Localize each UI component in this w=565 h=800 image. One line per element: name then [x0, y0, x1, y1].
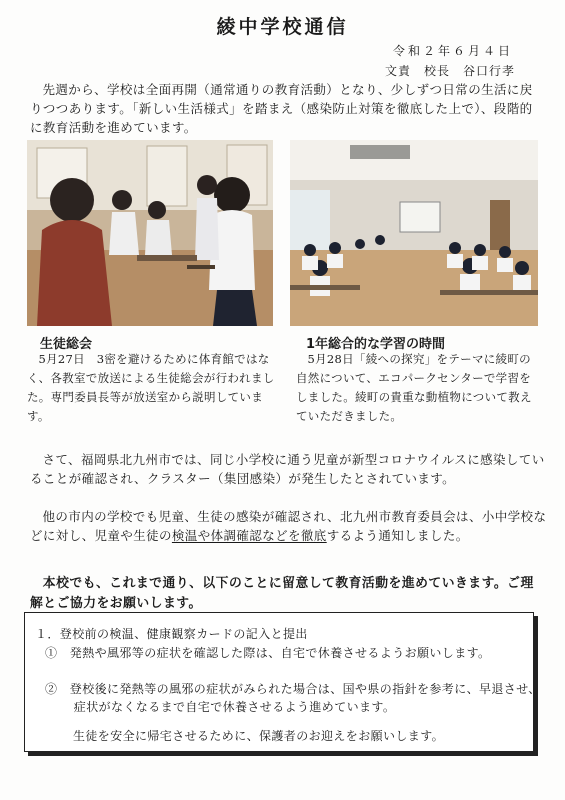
- photo2-caption-title: 1年総合的な学習の時間: [306, 337, 446, 352]
- para2-underlined: 検温や体調確認などを徹底: [171, 528, 327, 543]
- bold-notice: 本校でも、これまで通り、以下のことに留意して教育活動を進めていきます。ご理解とご協力をお願いします。: [30, 576, 534, 611]
- body-paragraph-2: [30, 507, 548, 545]
- notice-sub-1: ① 発熱や風邪等の症状を確認した際は、自宅で休養させるようお願いします。: [45, 646, 491, 660]
- photo2-caption-body: 5月28日「綾への探究」をテーマに綾町の自然について、エコパークセンターで学習をしました。綾町の貴重な動植物について教えていただきました。: [296, 352, 532, 423]
- notice-item-1: １．登校前の検温、健康観察カードの記入と提出: [35, 627, 308, 641]
- body-paragraph-1: さて、福岡県北九州市では、同じ小学校に通う児童が新型コロナウイルスに感染していることが確認され、クラスター（集団感染）が発生したとされています。: [30, 452, 545, 486]
- para2-start: 他の市内の学校でも児童、生徒の感染が確認され、北九州市教育委員会は、小中学校などに対し、児童や生徒の: [30, 509, 547, 543]
- photo1-caption-body: 5月27日 3密を避けるために体育館ではなく、各教室で放送による生徒総会が行われました。専門委員長等が放送室から説明しています。: [27, 352, 275, 423]
- author-line: 文責 校長 谷口行孝: [384, 64, 515, 78]
- page-title: 綾中学校通信: [216, 16, 349, 38]
- notice-sub-2: ② 登校後に発熱等の風邪の症状がみられた場合は、国や県の指針を参考に、早退させ、症状がなくなるまで自宅で休養させるよう進めています。: [45, 682, 541, 714]
- issue-date: 令和２年６月４日: [392, 44, 513, 58]
- intro-paragraph: 先週から、学校は全面再開（通常通りの教育活動）となり、少しずつ日常の生活に戻りつつあります。「新しい生活様式」を踏まえ（感染防止対策を徹底した上で）、段階的に教育活動を進めています。: [30, 82, 533, 135]
- photo1-caption-title: 生徒総会: [40, 337, 93, 352]
- para2-end: するよう通知しました。: [326, 528, 469, 543]
- notice-box: [24, 612, 541, 752]
- student-council-photo: [27, 140, 273, 326]
- notice-footer: 生徒を安全に帰宅させるために、保護者のお迎えをお願いします。: [73, 729, 445, 743]
- integrated-study-photo: [290, 140, 538, 326]
